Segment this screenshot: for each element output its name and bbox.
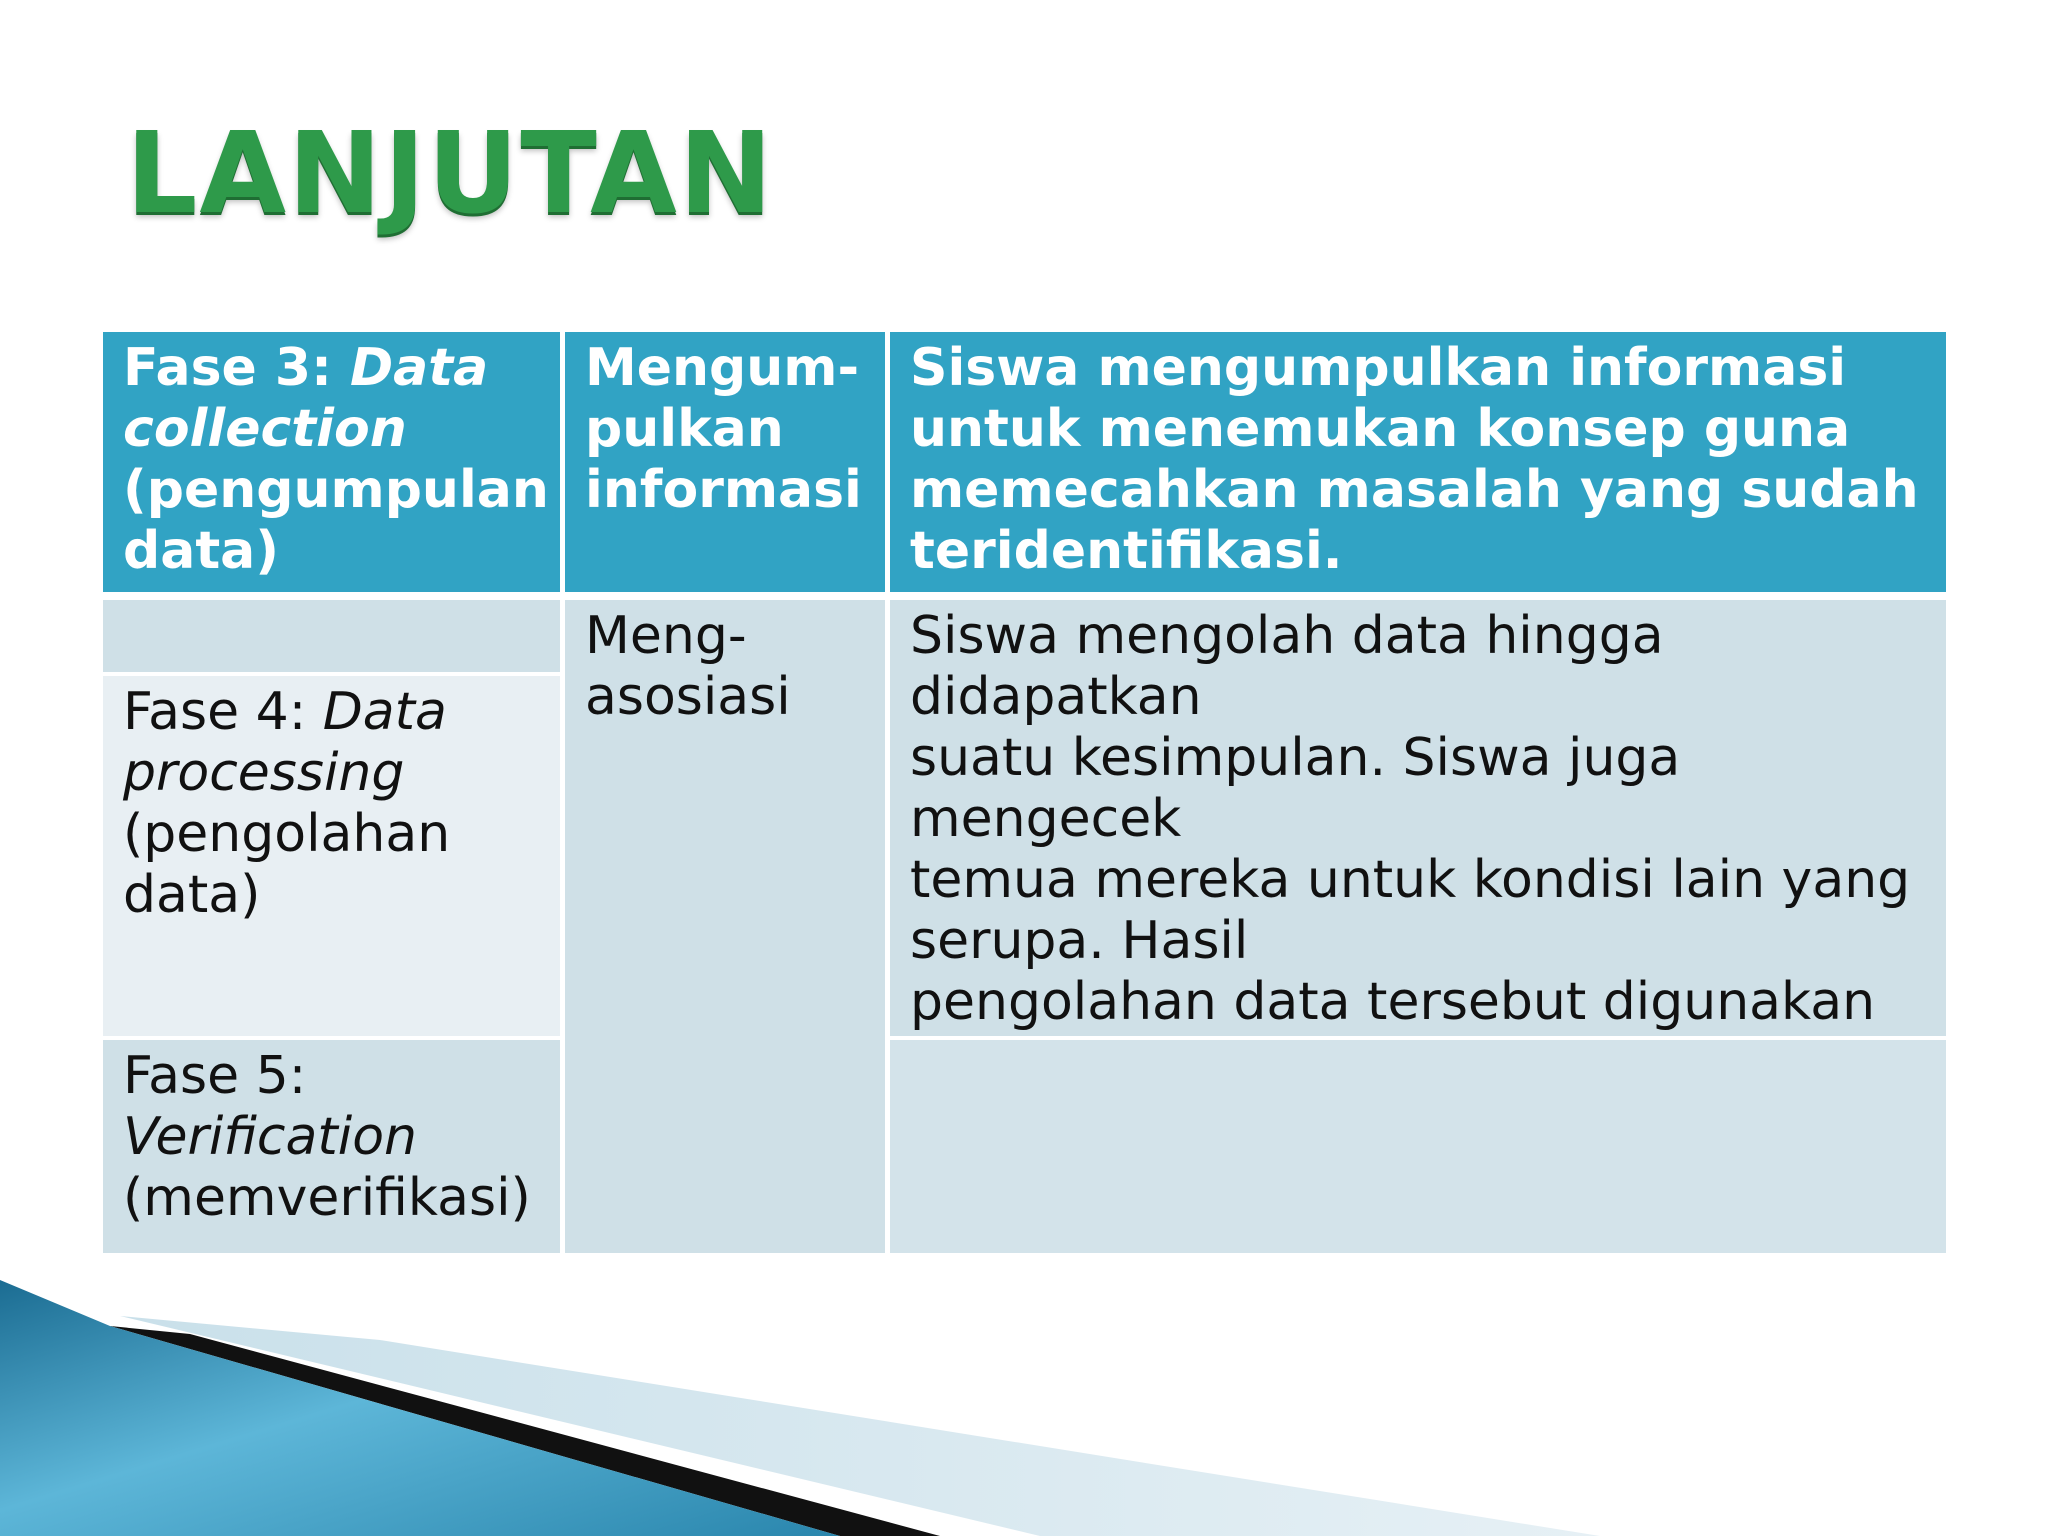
blank-cell-left-top: [103, 600, 560, 672]
activity-3-line-2: pulkan: [585, 399, 784, 459]
phase-3-indonesian-2: data): [123, 521, 280, 581]
phase-4-english-2: processing: [123, 743, 405, 803]
phase-3-lead: Fase 3:: [123, 338, 350, 398]
phase-3-english-1: Data: [349, 338, 489, 398]
phase-3-english-2: collection: [123, 399, 407, 459]
description-3-line-2: untuk menemukan konsep guna: [910, 399, 1851, 459]
description-4-line-5: pengolahan data tersebut digunakan: [910, 972, 1876, 1032]
phase-5-english-1: Verification: [123, 1107, 417, 1167]
phase-table: [103, 332, 1946, 1253]
description-3-line-3: memecahkan masalah yang sudah: [910, 460, 1919, 520]
phase-4-lead: Fase 4:: [123, 682, 323, 742]
description-4-line-3: temua mereka untuk kondisi lain yang: [910, 850, 1911, 910]
activity-4-line-1: Meng-: [585, 606, 747, 666]
activity-3-line-3: informasi: [585, 460, 862, 520]
description-3-line-1: Siswa mengumpulkan informasi: [910, 338, 1847, 398]
phase-5-cell: [103, 1040, 560, 1253]
phase-5-indonesian-1: (memverifikasi): [123, 1168, 531, 1228]
phase-4-indonesian-2: data): [123, 865, 261, 925]
activity-4-line-2: asosiasi: [585, 667, 791, 727]
description-4-line-2: suatu kesimpulan. Siswa juga mengecek: [910, 728, 1681, 849]
description-4-cell: [890, 600, 1946, 1036]
description-3-line-4: teridentifikasi.: [910, 521, 1343, 581]
phase-4-cell: [103, 676, 560, 1036]
description-4-line-1: Siswa mengolah data hingga didapatkan: [910, 606, 1664, 727]
phase-3-indonesian-1: (pengumpulan: [123, 460, 549, 520]
phase-4-indonesian-1: (pengolahan: [123, 804, 451, 864]
phase-4-english-1: Data: [322, 682, 447, 742]
phase-5-lead: Fase 5:: [123, 1046, 307, 1106]
decorative-swoosh: [0, 1280, 2048, 1536]
activity-3-line-1: Mengum-: [585, 338, 860, 398]
description-5-cell: [890, 1040, 1946, 1253]
activity-3-cell: [565, 332, 885, 592]
phase-3-cell: [103, 332, 560, 592]
slide-title: LANJUTAN: [126, 109, 775, 239]
description-4-line-4: serupa. Hasil: [910, 911, 1249, 971]
activity-4-cell: [565, 600, 885, 1253]
description-3-cell: [890, 332, 1946, 592]
